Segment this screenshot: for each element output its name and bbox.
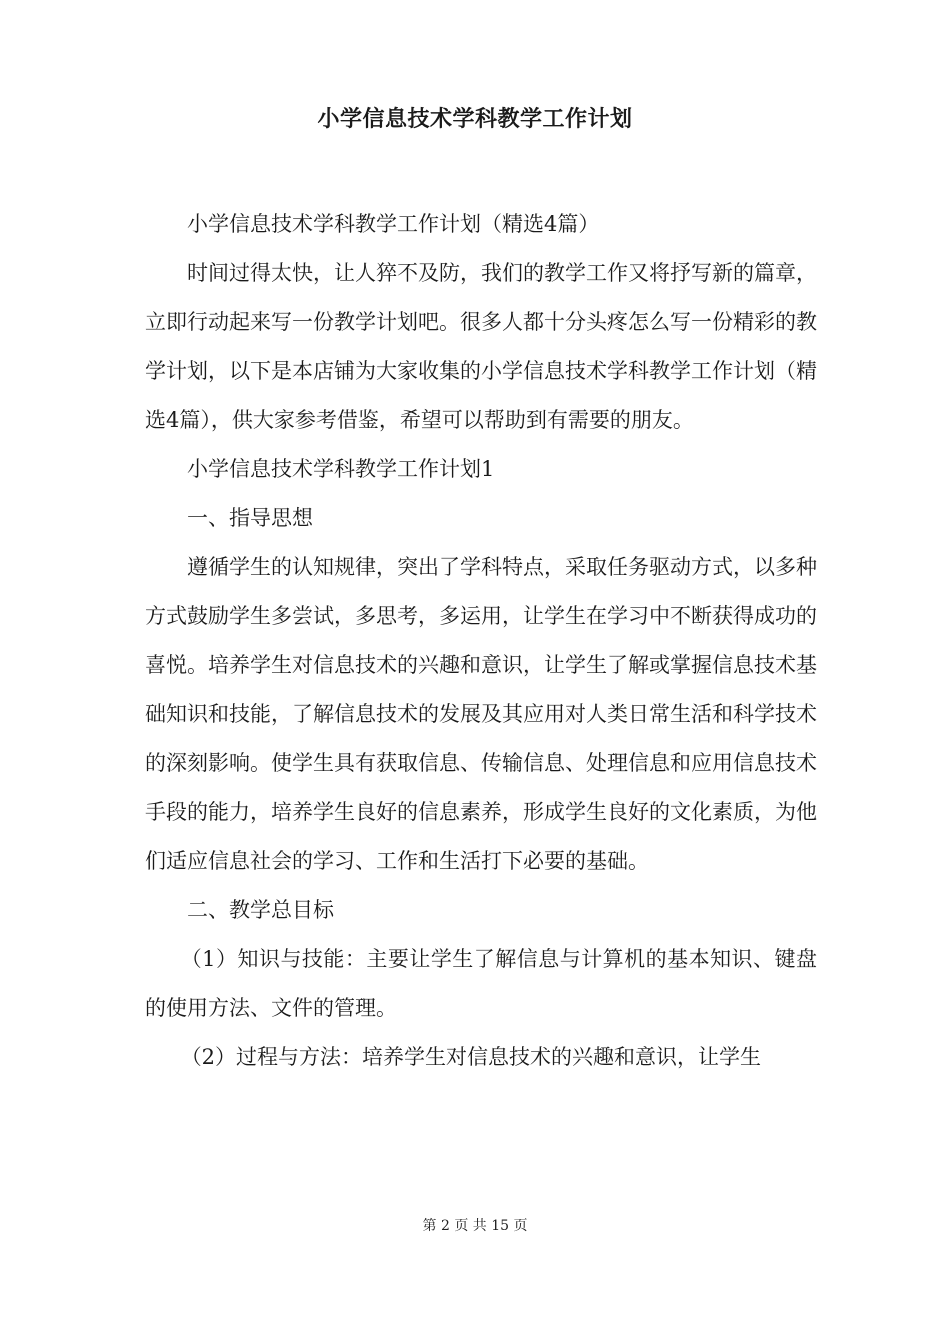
footer-middle: 页 共 [454, 1218, 487, 1234]
paragraph-subtitle: 小学信息技术学科教学工作计划（精选4篇） [187, 212, 600, 236]
paragraph-heading-guiding-ideology: 一、指导思想 [187, 506, 313, 530]
paragraph-guiding-ideology: 遵循学生的认知规律，突出了学科特点，采取任务驱动方式，以多种方式鼓励学生多尝试，多思考，多运用，让学生在学习中不断获得成功的喜悦。培养学生对信息技术的兴趣和意识，让学生了解或掌握信息技术基础知识和技能，了解信息技术的发展及其应用对人类日常生活和科学技术的深刻影响。使学生具有获取信息、传输信息、处理信息和应用信息技术手段的能力，培养学生良好的信息素养，形成学生良好的文化素质，为他们适应信息社会的学习、工作和生活打下必要的基础。 [145, 555, 817, 873]
paragraph-goal-knowledge: （1）知识与技能：主要让学生了解信息与计算机的基本知识、键盘的使用方法、文件的管理。 [145, 947, 817, 1020]
paragraph-goal-process: （2）过程与方法：培养学生对信息技术的兴趣和意识，让学生 [180, 1045, 762, 1069]
paragraph-intro: 时间过得太快，让人猝不及防，我们的教学工作又将抒写新的篇章，立即行动起来写一份教学计划吧。很多人都十分头疼怎么写一份精彩的教学计划，以下是本店铺为大家收集的小学信息技术学科教学工作计划（精选4篇），供大家参考借鉴，希望可以帮助到有需要的朋友。 [145, 261, 817, 432]
paragraph-section-heading: 小学信息技术学科教学工作计划1 [187, 457, 495, 481]
page-footer [0, 1216, 950, 1236]
document-title: 小学信息技术学科教学工作计划 [317, 106, 633, 132]
footer-page-number: 2 [440, 1218, 450, 1234]
footer-suffix: 页 [513, 1218, 528, 1234]
document-body [145, 200, 817, 1082]
paragraph-heading-teaching-goals: 二、教学总目标 [187, 898, 334, 922]
footer-total-pages: 15 [491, 1218, 510, 1234]
footer-prefix: 第 [422, 1218, 437, 1234]
